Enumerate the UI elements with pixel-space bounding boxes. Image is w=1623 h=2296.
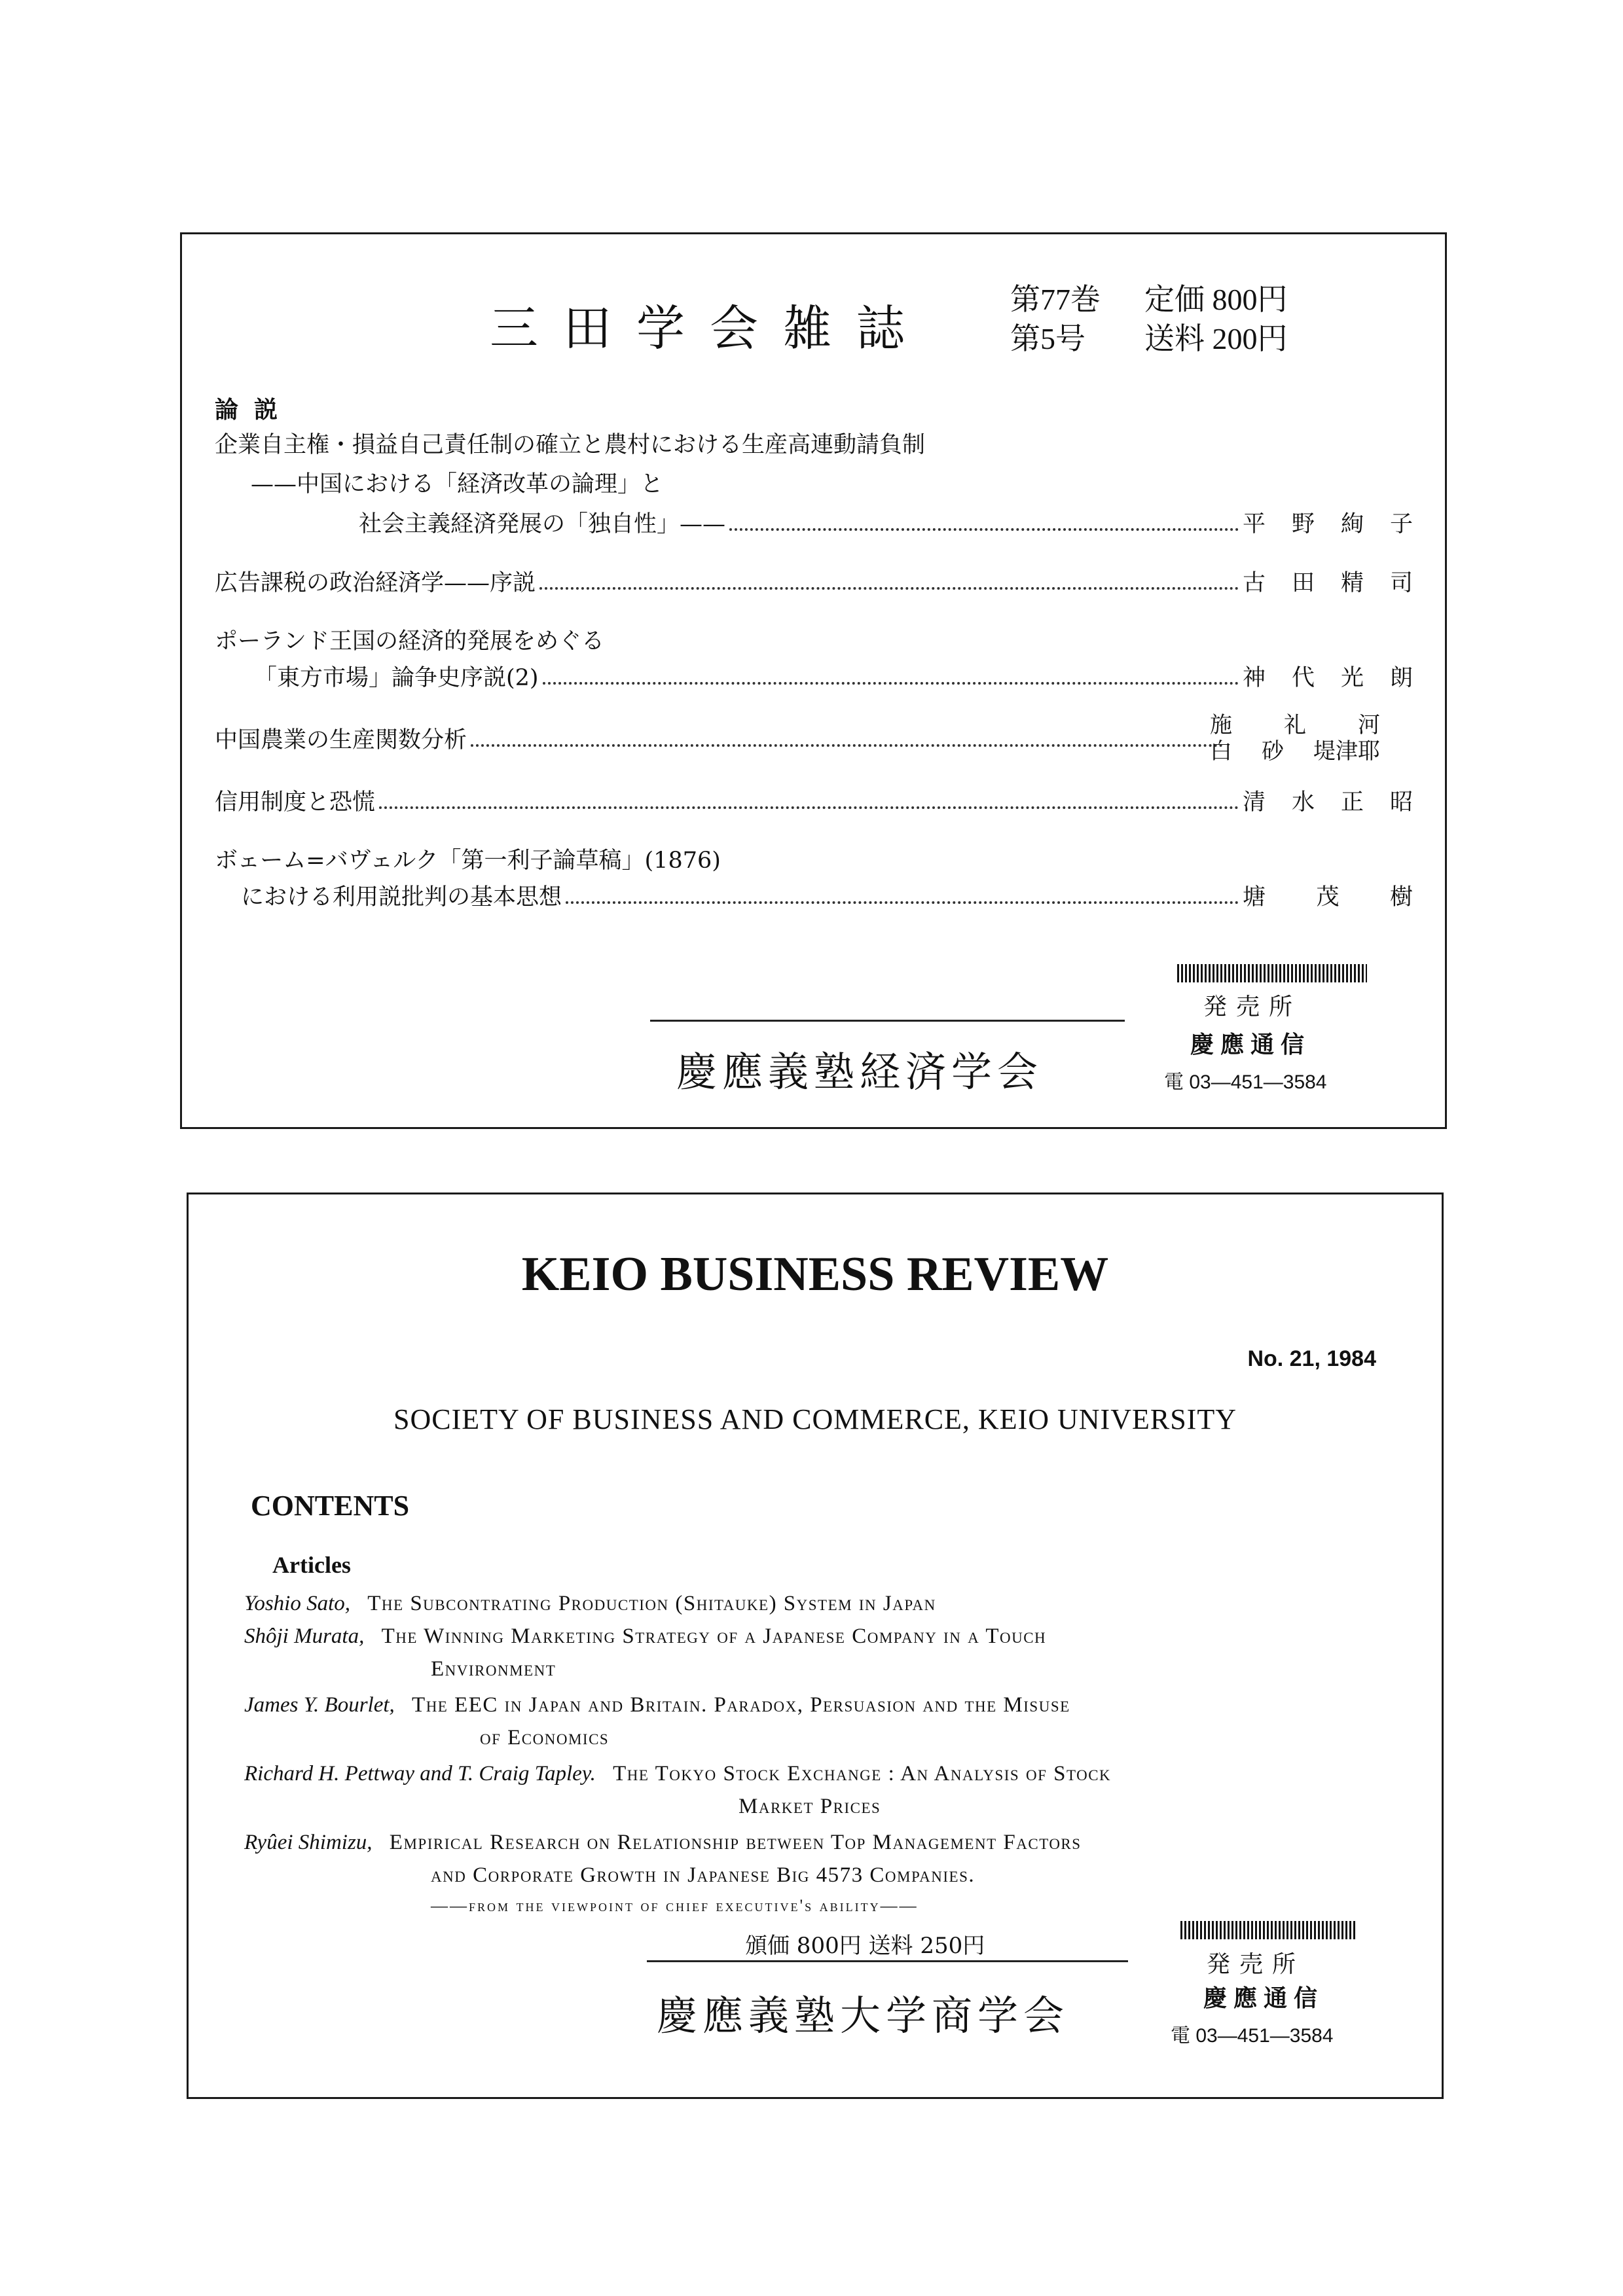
author-line: 施 礼 河 xyxy=(1210,712,1380,738)
toc-row xyxy=(215,660,1413,692)
telephone: 電 03—451—3584 xyxy=(1164,1071,1327,1093)
leader-dots xyxy=(543,682,1239,685)
hatsubaisho-label: 発売所 xyxy=(1207,1951,1305,1978)
divider xyxy=(647,1960,1128,1962)
leader-dots xyxy=(471,744,1223,747)
article-title: The Tokyo Stock Exchange : An Analysis of Stock xyxy=(613,1762,1112,1785)
article-title: The Subcontrating Production (Shitauke) System in Japan xyxy=(367,1592,936,1615)
article-subtitle: ——from the viewpoint of chief executive's ability—— xyxy=(431,1896,919,1915)
contents-heading: CONTENTS xyxy=(251,1490,410,1522)
article-title: 信用制度と恐慌 xyxy=(215,789,376,816)
toc-row xyxy=(215,565,1413,598)
barcode xyxy=(1177,964,1367,982)
toc-row xyxy=(215,506,1413,539)
article-entry xyxy=(244,1620,1046,1653)
article-title: ボェーム=バヴェルク「第一利子論草稿」(1876) xyxy=(215,848,721,874)
article-title: 中国農業の生産関数分析 xyxy=(215,727,467,753)
article-title: ポーランド王国の経済的発展をめぐる xyxy=(215,628,605,655)
article-subtitle: ——中国における「経済改革の論理」と xyxy=(251,471,664,497)
article-entry xyxy=(244,1689,1070,1721)
price-postage: 頒価 800円 送料 250円 xyxy=(745,1933,985,1959)
article-author: 塘 茂 樹 xyxy=(1243,884,1413,910)
article-subtitle: 社会主義経済発展の「独自性」—— xyxy=(359,511,726,537)
toc-row xyxy=(215,879,1413,912)
hatsubaisho-label: 発売所 xyxy=(1203,994,1302,1020)
society-name: SOCIETY OF BUSINESS AND COMMERCE, KEIO UNIVERSITY xyxy=(393,1403,1237,1435)
article-authors xyxy=(1210,712,1380,764)
divider xyxy=(650,1020,1125,1022)
article-title: Empirical Research on Relationship between Top Management Factors xyxy=(389,1831,1082,1854)
leader-dots xyxy=(539,587,1239,590)
article-author: 平 野 絢 子 xyxy=(1243,511,1413,537)
issue-number: No. 21, 1984 xyxy=(1247,1346,1376,1371)
article-title-cont: Environment xyxy=(431,1657,556,1681)
postage: 送料 200円 xyxy=(1144,322,1288,355)
mita-gakkai-zasshi-ad xyxy=(180,232,1447,1129)
article-author: James Y. Bourlet, xyxy=(244,1693,395,1717)
article-title: 企業自主権・損益自己責任制の確立と農村における生産高連動請負制 xyxy=(215,432,926,458)
articles-heading: Articles xyxy=(272,1552,351,1578)
publisher: 慶應義塾大学商学会 xyxy=(657,1992,1070,2039)
toc-row xyxy=(215,722,1223,755)
price-info xyxy=(1144,280,1288,359)
telephone: 電 03—451—3584 xyxy=(1171,2025,1334,2047)
leader-dots xyxy=(566,901,1239,904)
article-subtitle: における利用説批判の基本思想 xyxy=(241,884,562,910)
article-author: 清 水 正 昭 xyxy=(1243,789,1413,816)
article-title: 広告課税の政治経済学——序説 xyxy=(215,570,536,596)
journal-title: 三田学会雑誌 xyxy=(490,300,930,357)
toc-row xyxy=(215,784,1413,817)
article-author: 古 田 精 司 xyxy=(1243,570,1413,596)
article-author: 神 代 光 朗 xyxy=(1243,665,1413,691)
author-line: 白 砂 堤津耶 xyxy=(1210,738,1380,764)
volume-number xyxy=(1010,280,1101,359)
article-subtitle: 「東方市場」論争史序説(2) xyxy=(254,665,539,691)
article-entry xyxy=(244,1587,936,1620)
article-title: The EEC in Japan and Britain. Paradox, Persuasion and the Misuse xyxy=(412,1693,1070,1717)
article-title-cont: of Economics xyxy=(480,1726,610,1749)
keio-business-review-ad xyxy=(187,1193,1444,2099)
article-author: Richard H. Pettway and T. Craig Tapley. xyxy=(244,1762,596,1785)
distributor: 慶應通信 xyxy=(1203,1984,1324,2012)
issue-number: 第5号 xyxy=(1010,322,1085,355)
volume: 第77巻 xyxy=(1010,283,1101,316)
article-author: Yoshio Sato, xyxy=(244,1592,351,1615)
article-title-cont: and Corporate Growth in Japanese Big 4573 Companies. xyxy=(431,1863,976,1887)
article-author: Ryûei Shimizu, xyxy=(244,1831,373,1854)
article-entry xyxy=(244,1826,1082,1859)
article-title-cont: Market Prices xyxy=(739,1795,881,1818)
leader-dots xyxy=(379,806,1239,809)
section-heading: 論説 xyxy=(215,396,294,423)
journal-title: KEIO BUSINESS REVIEW xyxy=(521,1247,1109,1301)
barcode xyxy=(1180,1921,1357,1939)
price: 定価 800円 xyxy=(1144,283,1288,316)
article-author: Shôji Murata, xyxy=(244,1624,365,1648)
publisher: 慶應義塾経済学会 xyxy=(676,1048,1044,1096)
leader-dots xyxy=(729,528,1239,531)
article-title: The Winning Marketing Strategy of a Japanese Company in a Touch xyxy=(381,1624,1047,1648)
distributor: 慶應通信 xyxy=(1190,1031,1311,1058)
article-entry xyxy=(244,1757,1111,1790)
